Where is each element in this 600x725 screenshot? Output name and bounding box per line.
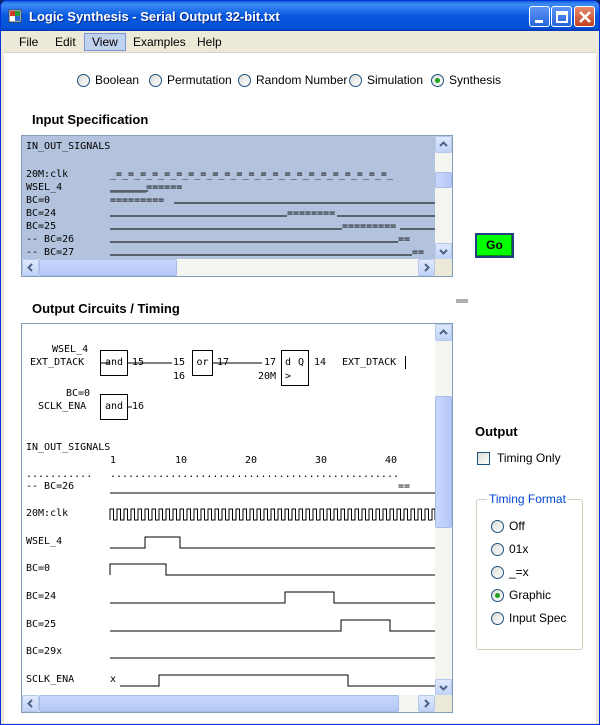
ruler-tick-40: 40	[385, 455, 398, 466]
radio-selected-icon	[491, 589, 504, 602]
scroll-thumb[interactable]	[39, 695, 399, 712]
menu-file[interactable]: File	[19, 35, 39, 49]
menu-edit[interactable]: Edit	[55, 35, 76, 49]
maximize-button[interactable]	[551, 6, 572, 27]
radio-icon	[77, 74, 90, 87]
gate1-input-a: WSEL_4	[52, 344, 89, 355]
and-gate-1: and	[100, 350, 128, 376]
ruler-tick-10: 10	[175, 455, 188, 466]
output-vscrollbar[interactable]	[435, 324, 452, 696]
gate3-output: 16	[132, 401, 145, 412]
input-row-pattern: ==	[412, 247, 425, 258]
minimize-button[interactable]	[529, 6, 550, 27]
gate1-output: 15	[132, 357, 145, 368]
arrow-left-icon	[23, 696, 38, 711]
radio-icon	[349, 74, 362, 87]
signal-waveform	[110, 537, 435, 548]
radio-selected-icon	[431, 74, 444, 87]
ruler-tick-30: 30	[315, 455, 328, 466]
and-gate-2: and	[100, 394, 128, 420]
input-waveform-lines	[22, 136, 435, 260]
input-row-name: BC=24	[26, 208, 57, 219]
timing-waveforms	[22, 324, 435, 696]
input-row-name: WSEL_4	[26, 182, 63, 193]
output-panel-title: Output	[475, 424, 518, 439]
arrow-down-icon	[436, 244, 451, 259]
scroll-up-button[interactable]	[435, 324, 452, 341]
input-row-name: -- BC=27	[26, 247, 75, 258]
gate1-input-b: EXT_DTACK	[30, 357, 85, 368]
signal-waveform	[120, 675, 435, 686]
close-icon	[575, 7, 596, 28]
scroll-thumb[interactable]	[39, 259, 177, 276]
output-content	[22, 324, 435, 696]
scroll-thumb[interactable]	[435, 172, 452, 188]
maximize-icon	[552, 7, 573, 28]
clock-waveform	[110, 509, 435, 520]
timing-format-group: Timing Format Off 01x _=x Graphic Input Spec	[476, 499, 583, 650]
close-button[interactable]	[574, 6, 595, 27]
checkbox-icon	[477, 452, 490, 465]
menu-help[interactable]: Help	[197, 35, 222, 49]
timing-signal-name: BC=29x	[26, 646, 63, 657]
ff-d-pin: d	[285, 357, 292, 368]
timing-signal-name: BC=25	[26, 619, 57, 630]
timing-signal-name: 20M:clk	[26, 508, 69, 519]
timing-header: IN_OUT_SIGNALS	[26, 442, 111, 453]
arrow-down-icon	[436, 680, 451, 695]
gate2-output: 17	[217, 357, 230, 368]
timing-signal-name: -- BC=26	[26, 481, 75, 492]
ff-output-name: EXT_DTACK	[342, 357, 397, 368]
ruler-tick-20: 20	[245, 455, 258, 466]
arrow-left-icon	[23, 260, 38, 275]
input-row-name: BC=25	[26, 221, 57, 232]
arrow-up-icon	[436, 137, 451, 152]
go-button[interactable]: Go	[475, 233, 514, 258]
arrow-right-icon	[419, 260, 434, 275]
scroll-corner	[435, 695, 452, 712]
scroll-right-button[interactable]	[418, 695, 435, 712]
input-row-pattern: ========	[287, 208, 336, 219]
or-gate: or	[192, 350, 213, 376]
scroll-up-button[interactable]	[435, 136, 452, 153]
window-title: Logic Synthesis - Serial Output 32-bit.txt	[29, 9, 280, 24]
input-spec-title: Input Specification	[32, 112, 149, 127]
output-circuit-pane[interactable]	[21, 323, 453, 713]
gate2-input-b: 16	[173, 371, 186, 382]
scroll-thumb[interactable]	[435, 396, 452, 528]
gate3-input-a: BC=0	[66, 388, 91, 399]
input-row-pattern: =========	[110, 195, 165, 206]
input-row-pattern: ______======	[110, 182, 183, 193]
input-vscrollbar[interactable]	[435, 136, 452, 260]
gate3-input-b: SCLK_ENA	[38, 401, 87, 412]
ff-q-pin: Q	[298, 357, 305, 368]
ruler-dots: ................................................	[110, 469, 399, 480]
ruler-tick-1: 1	[110, 455, 117, 466]
input-row-name: 20M:clk	[26, 169, 69, 180]
input-row-pattern: =========	[342, 221, 397, 232]
timing-signal-name: BC=0	[26, 563, 51, 574]
output-title: Output Circuits / Timing	[32, 301, 180, 316]
scroll-left-button[interactable]	[22, 259, 39, 276]
radio-icon	[238, 74, 251, 87]
menu-bar	[4, 31, 596, 53]
ff-clock-label: 20M	[258, 371, 277, 382]
title-bar[interactable]	[1, 1, 599, 31]
signal-waveform	[110, 564, 435, 575]
splitter-handle[interactable]	[456, 299, 468, 303]
bus-marker: ==	[398, 481, 411, 492]
input-spec-textbox[interactable]	[21, 135, 453, 277]
menu-view[interactable]: View	[84, 33, 126, 51]
menu-examples[interactable]: Examples	[133, 35, 186, 49]
minimize-icon	[530, 7, 551, 28]
client-area: File Edit View Examples Help Boolean Permutation Random Number Simulation Synthesis Input Specification IN_OUT_SIGNALS 20M:clk _=_=_=_=_=_=_=_=_=_=_=_=_=_=_=_=_=_=_=_=_=_=_=_ WSEL_4 ______====== BC=0 ========= BC=24 ======== BC=25 ========= -- BC=26 == -- BC=27 == Go Output Circuits / Timing WSEL_4 EXT_DTACK and 15 15 16 or 17 17 20M d Q > 14 EXT_DTACK BC=0 SCLK_ENA and 16 IN_OUT_SIGNALS 1 10 20 30 40 ........... ................................................ -- BC=26 == 20M:clk WSEL_4 BC=0 BC=24 BC=25 BC=29x SCLK_ENA x Output Timing Only Timing Format Off 01x _=x Graphic Input Spec	[4, 31, 596, 723]
signal-waveform	[110, 620, 435, 631]
input-row-pattern: ==	[398, 234, 411, 245]
radio-icon	[491, 543, 504, 556]
radio-icon	[491, 520, 504, 533]
input-row-name: BC=0	[26, 195, 51, 206]
timing-signal-name: BC=24	[26, 591, 57, 602]
input-spec-content	[22, 136, 435, 260]
radio-icon	[491, 566, 504, 579]
ff-output: 14	[314, 357, 327, 368]
timing-format-legend: Timing Format	[489, 492, 566, 506]
radio-icon	[491, 612, 504, 625]
gate2-input-a: 15	[173, 357, 186, 368]
scroll-down-button[interactable]	[435, 679, 452, 696]
input-row-pattern: _=_=_=_=_=_=_=_=_=_=_=_=_=_=_=_=_=_=_=_=_=_=_=_	[110, 169, 393, 180]
timing-signal-prefix: x	[110, 674, 117, 685]
output-hscrollbar[interactable]	[22, 695, 435, 712]
timing-dots: ...........	[26, 469, 93, 480]
app-icon	[8, 9, 22, 23]
ff-input: 17	[264, 357, 277, 368]
arrow-up-icon	[436, 325, 451, 340]
mode-selector: Boolean Permutation Random Number Simulation Synthesis	[4, 71, 596, 89]
scroll-corner	[435, 259, 452, 276]
signal-waveform	[110, 592, 435, 603]
timing-signal-name: WSEL_4	[26, 536, 63, 547]
input-row-name: -- BC=26	[26, 234, 75, 245]
radio-icon	[149, 74, 162, 87]
timing-signal-name: SCLK_ENA	[26, 674, 75, 685]
scroll-left-button[interactable]	[22, 695, 39, 712]
scroll-right-button[interactable]	[418, 259, 435, 276]
ff-clock-pin: >	[285, 371, 292, 382]
arrow-right-icon	[419, 696, 434, 711]
input-hscrollbar[interactable]	[22, 259, 435, 276]
scroll-down-button[interactable]	[435, 243, 452, 260]
input-header: IN_OUT_SIGNALS	[26, 141, 111, 152]
